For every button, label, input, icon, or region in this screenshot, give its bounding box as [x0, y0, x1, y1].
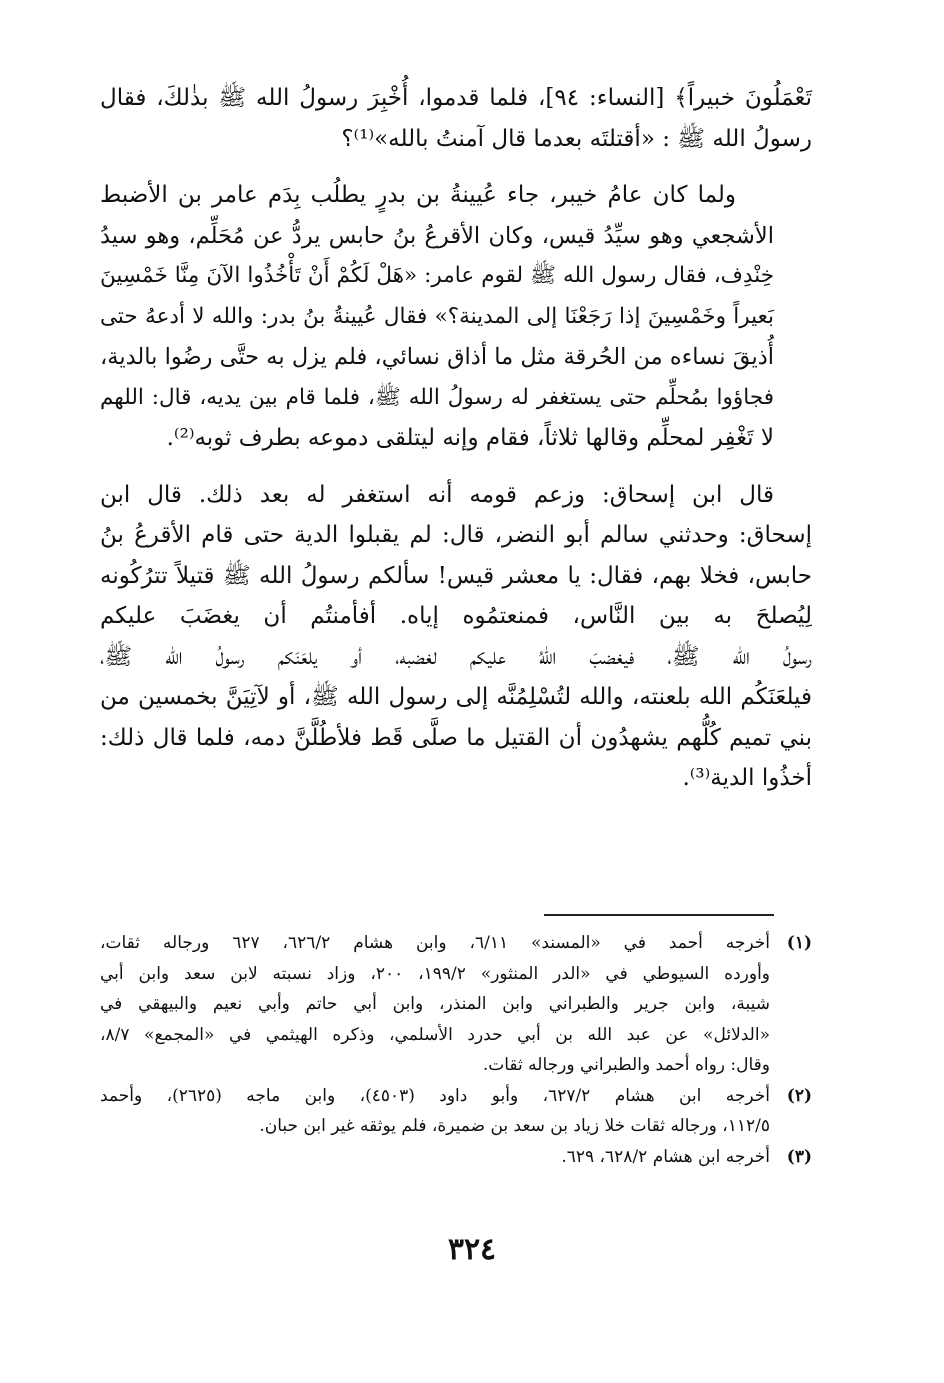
footnote-number: (٢) [786, 1085, 812, 1106]
text-line: قال ابن إسحاق: وزعم قومه أنه استغفر له بعد ذلك. قال ابن [100, 481, 774, 508]
footnote-2 [100, 1081, 812, 1142]
text-line: بَعيراً وخَمْسِينَ إذا رَجَعْنَا إلى المدينة؟» فقال عُيينةُ بنُ بدر: والله لا أدعهُ حتى [100, 303, 774, 329]
text-line: حابس، فخلا بهم، فقال: يا معشر قيس! سألكم رسولُ الله ﷺ قتيلاً تترُكُونه [100, 562, 812, 589]
book-page [100, 78, 812, 799]
text-line: إسحاق: وحدثني سالم أبو النضر، قال: لم يقبلوا الدية حتى قام الأقرعُ بنُ [100, 522, 812, 548]
footnote-line: أخرجه أحمد في «المسند» ٦/١١، وابن هشام ٦٢٦/٢، ٦٢٧ ورجاله ثقات، [100, 933, 771, 953]
footnote-1 [100, 928, 812, 1081]
text-line: رسولُ الله ﷺ : «أقتلتَه بعدما قال آمنتُ بالله»⁽¹⁾؟ [341, 125, 812, 152]
text-line: الأشجعي وهو سيِّدُ قيس، وكان الأقرعُ بنُ حابس يردُّ عن مُحَلِّم، وهو سيدُ [100, 222, 774, 249]
footnote-line: «الدلائل» عن عبد الله بن أبي حدرد الأسلمي، وذكره الهيثمي في «المجمع» ٨/٧، [100, 1024, 770, 1045]
text-line: لا تَغْفِر لمحلِّم وقالها ثلاثاً، فقام وإنه ليتلقى دموعه بطرف ثوبه⁽²⁾. [166, 425, 774, 451]
footnote-text [100, 1142, 770, 1173]
text-line: تَعْمَلُونَ خبيراً﴾ [النساء: ٩٤]، فلما قدموا، أُخْبِرَ رسولُ الله ﷺ بذٰلكَ، فقال [100, 85, 813, 111]
text-line: لِيُصلحَ به بين النَّاس، فمنعتمُوه إياه. أفأمنتُم أن يغضَبَ عليكم [100, 603, 812, 629]
text-line: رسولُ الله ﷺ، فيغضبَ اللّهُ عليكم لغضبه، أو يلعَنَكم رسولُ الله ﷺ، [100, 643, 812, 670]
footnote-number: (٣) [786, 1146, 812, 1167]
paragraph-3 [100, 475, 812, 799]
text-line: فجاؤوا بمُحلِّم حتى يستغفر له رسولُ الله ﷺ، فلما قام بين يديه، قال: اللهم [100, 384, 774, 410]
footnotes [100, 928, 812, 1172]
footnote-text [100, 1081, 770, 1142]
text-line: فيلعَنَكُم الله بلعنته، والله لتُسْلِمُنَّه إلى رسول الله ﷺ، أو لآتِيَنَّ بخمسين من [100, 684, 812, 710]
footnote-number: (١) [786, 933, 812, 953]
text-line: أُذيقَ نساءه من الحُرقة مثل ما أذاق نسائي، فلم يزل به حتَّى رضُوا بالدية، [100, 344, 774, 370]
main-text [100, 78, 812, 799]
footnote-line: وأورده السيوطي في «الدر المنثور» ١٩٩/٢، ٢٠٠، وزاد نسبته لابن سعد وابن أبي [100, 963, 771, 984]
footnote-line: أخرجه ابن هشام ٦٢٨/٢، ٦٢٩. [561, 1146, 770, 1167]
footnote-line: ١١٢/٥، ورجاله ثقات خلا زياد بن سعد بن ضميرة، فلم يوثقه غير ابن حبان. [259, 1116, 770, 1136]
footnote-line: وقال: رواه أحمد والطبراني ورجاله ثقات. [482, 1055, 770, 1075]
footnote-text [100, 928, 770, 1081]
paragraph-1 [100, 78, 812, 159]
text-line: خِنْدِف، فقال رسول الله ﷺ لقوم عامر: «هَلْ لَكُمْ أَنْ تَأْخُذُوا الآنَ مِنَّا خَمْسِينَ [100, 263, 774, 288]
text-line: ولما كان عامُ خيبر، جاء عُيينةُ بن بدرٍ يطلُب بِدَم عامر بن الأضبط [100, 182, 736, 208]
page-number: ٣٢٤ [447, 1232, 497, 1267]
footnote-3 [100, 1142, 812, 1173]
text-line: بني تميم كُلُّهم يشهدُون أن القتيل ما صلَّى قَط فلأطُلَّنَّ دمه، فلما قال ذلك: [100, 724, 812, 751]
paragraph-2 [100, 175, 812, 459]
footnote-line: أخرجه ابن هشام ٦٢٧/٢، وأبو داود (٤٥٠٣)، وابن ماجه (٢٦٢٥)، وأحمد [100, 1085, 770, 1106]
text-line: أخذُوا الدية⁽³⁾. [682, 765, 812, 791]
footnote-separator [544, 914, 774, 916]
footnote-line: شيبة، وابن جرير والطبراني وابن المنذر، وابن أبي حاتم وأبي نعيم والبيهقي في [100, 994, 770, 1014]
